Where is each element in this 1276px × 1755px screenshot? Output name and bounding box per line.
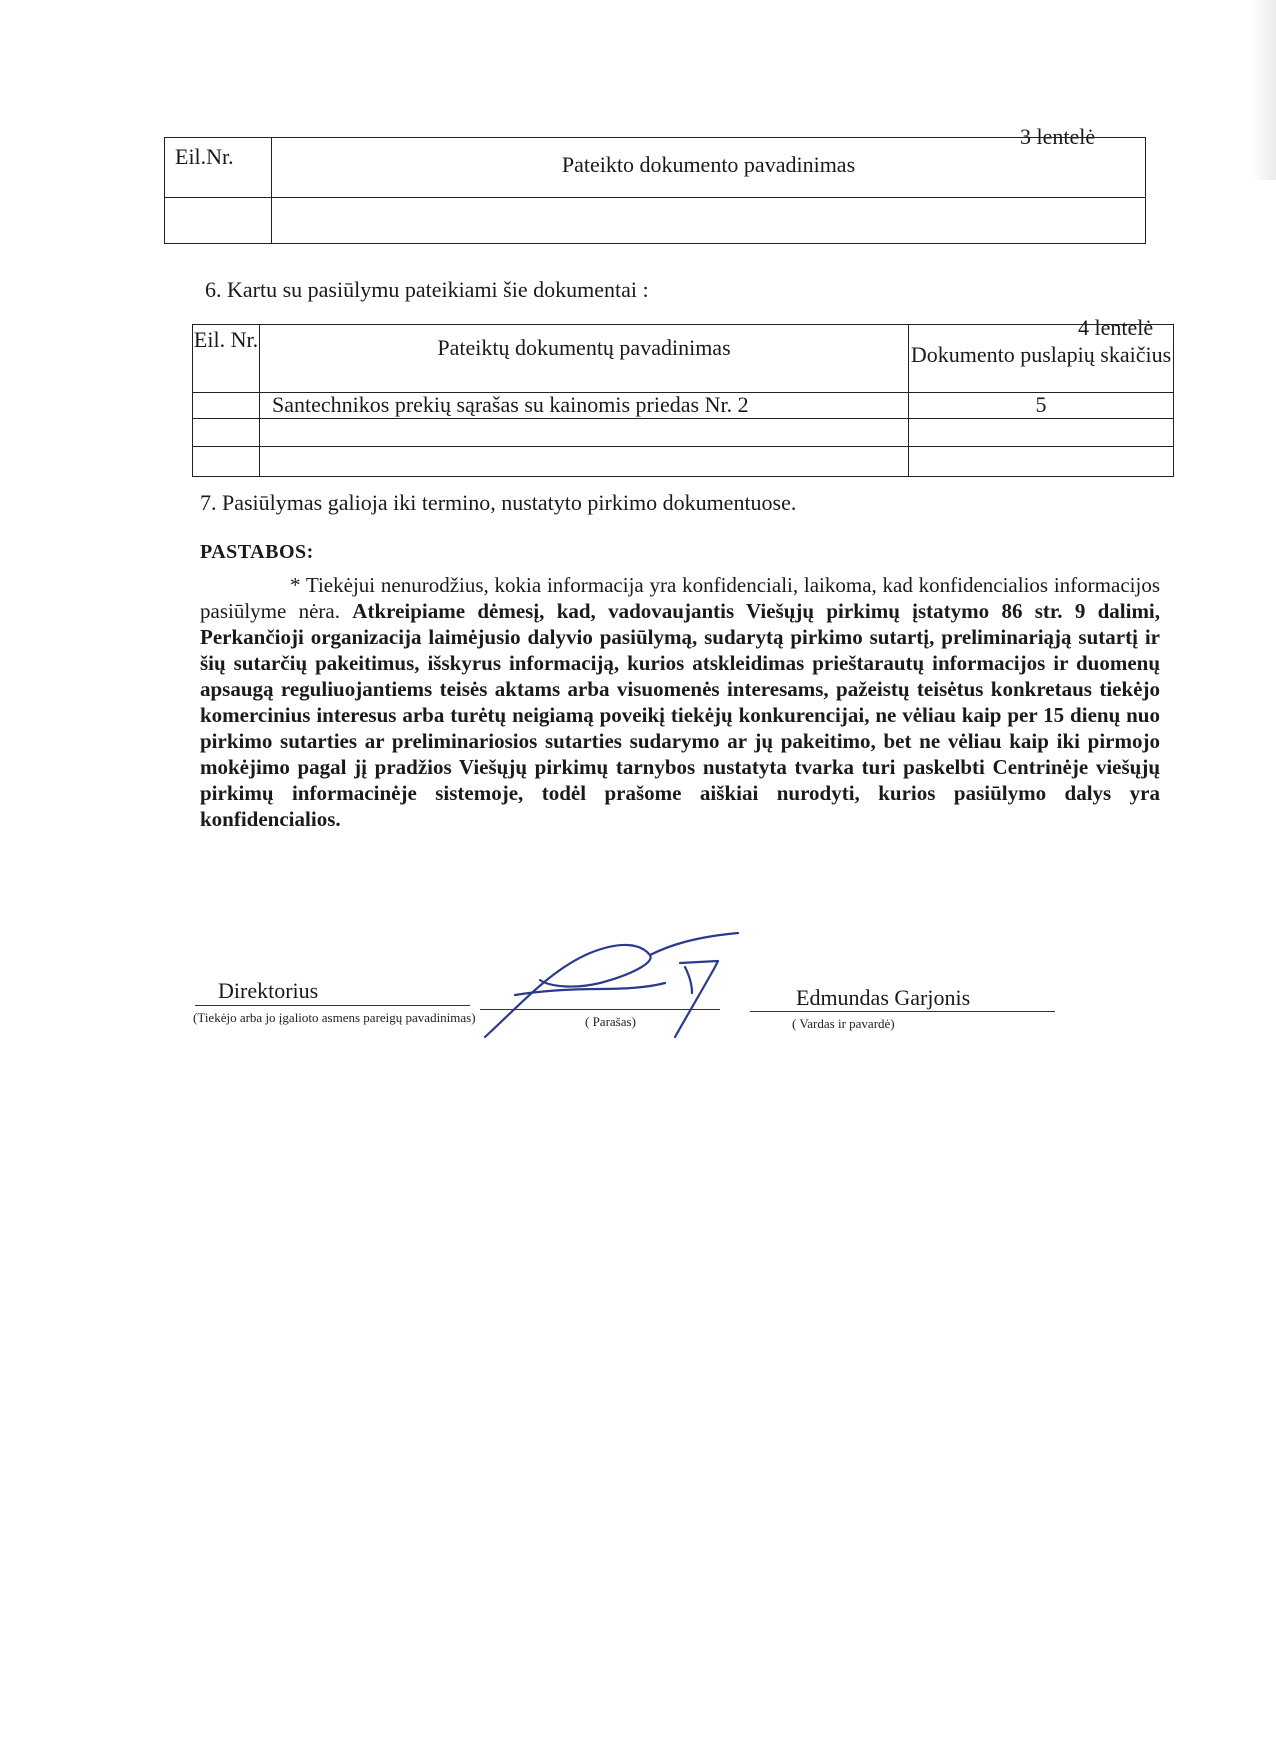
table3-cell — [165, 198, 272, 244]
name-caption: ( Vardas ir pavardė) — [792, 1016, 895, 1031]
scan-edge-shadow — [1252, 0, 1276, 180]
section-7-text: 7. Pasiūlymas galioja iki termino, nustatyto pirkimo dokumentuose. — [200, 490, 797, 515]
table4-header-no: Eil. Nr. — [193, 325, 260, 393]
table3-header-name: Pateikto dokumento pavadinimas — [272, 138, 1146, 198]
position-line — [195, 1005, 470, 1006]
position-caption: (Tiekėjo arba jo įgalioto asmens pareigų pavadinimas) — [193, 1010, 476, 1025]
table-row — [193, 447, 1174, 477]
table-3 — [164, 137, 1146, 244]
table3-caption: 3 lentelė — [1020, 124, 1096, 149]
notes-bold-text: Atkreipiame dėmesį, kad, vadovaujantis Viešųjų pirkimų įstatymo 86 str. 9 dalimi, Perkančioji organizacija laimėjusio dalyvio pasiūlymą, sudarytą pirkimo sutartį, preliminariąją sutartį ir šių sutarčių pakeitimus, išskyrus informaciją, kurios atskleidimas prieštarautų informacijos ir duomenų apsaugą reguliuojantiems teisės aktams arba visuomenės interesams, pažeistų teisėtus konkretaus tiekėjo komercinius interesus arba turėtų neigiamą poveikį tiekėjų konkurencijai, ne vėliau kaip per 15 dienų nuo pirkimo sutarties ar preliminariosios sutarties sudarymo ar jų pakeitimo, bet ne vėliau kaip iki pirmojo mokėjimo pagal jį pradžios Viešųjų pirkimų tarnybos nustatyta tvarka turi paskelbti Centrinėje viešųjų pirkimų informacinėje sistemoje, todėl prašome aiškiai nurodyti, kurios pasiūlymo dalys yra konfidencialios. — [200, 599, 1161, 831]
table4-cell-pages — [909, 447, 1174, 477]
handwritten-signature — [480, 925, 750, 1045]
table4-cell-no — [193, 393, 260, 419]
section-6-text: 6. Kartu su pasiūlymu pateikiami šie dokumentai : — [205, 277, 649, 302]
table4-header-pages: Dokumento puslapių skaičius — [909, 325, 1174, 393]
signature-stroke — [675, 961, 718, 1037]
signer-position: Direktorius — [218, 978, 319, 1003]
table4-cell-no — [193, 419, 260, 447]
table3-header-no: Eil.Nr. — [165, 138, 272, 198]
table4-cell-name — [260, 447, 909, 477]
signature-caption: ( Parašas) — [585, 1014, 636, 1029]
table4-cell-pages: 5 — [909, 393, 1174, 419]
signature-stroke — [485, 945, 651, 1037]
name-line — [750, 1011, 1055, 1012]
table4-cell-name — [260, 419, 909, 447]
table-row — [193, 419, 1174, 447]
table4-cell-pages — [909, 419, 1174, 447]
table4-cell-name: Santechnikos prekių sąrašas su kainomis priedas Nr. 2 — [260, 393, 909, 419]
table-4 — [192, 324, 1174, 477]
table4-caption: 4 lentelė — [1078, 315, 1154, 340]
notes-title: PASTABOS: — [200, 541, 314, 563]
table3-cell — [272, 198, 1146, 244]
signature-stroke — [650, 933, 738, 955]
signer-name: Edmundas Garjonis — [796, 985, 971, 1010]
table4-cell-no — [193, 447, 260, 477]
table-row — [193, 393, 1174, 419]
table4-header-name: Pateiktų dokumentų pavadinimas — [260, 325, 909, 393]
signature-stroke — [685, 967, 692, 993]
notes-plain-text: * Tiekėjui nenurodžius, kokia informacija yra konfidenciali, laikoma, kad konfidencialios informacijos pasiūlyme nėra. — [200, 573, 1160, 623]
notes-body — [200, 572, 1160, 832]
